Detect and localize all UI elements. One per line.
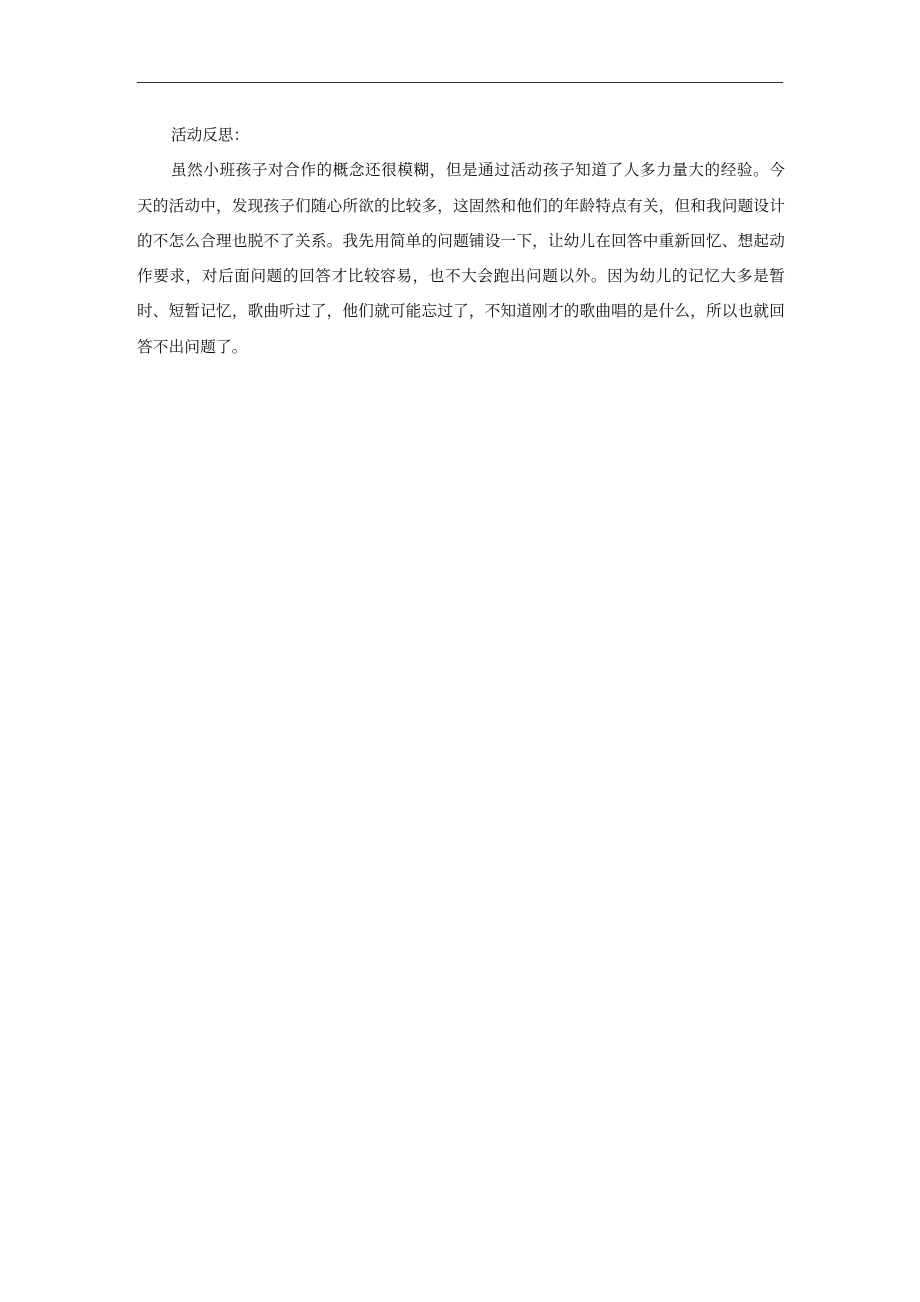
section-heading: 活动反思： (171, 126, 249, 144)
header-rule (137, 82, 783, 83)
document-body (137, 118, 785, 365)
body-paragraph: 虽然小班孩子对合作的概念还很模糊，但是通过活动孩子知道了人多力量大的经验。今天的活动中，发现孩子们随心所欲的比较多，这固然和他们的年龄特点有关，但和我问题设计的不怎么合理也脱不了关系。我先用简单的问题铺设一下，让幼儿在回答中重新回忆、想起动作要求，对后面问题的回答才比较容易，也不大会跑出问题以外。因为幼儿的记忆大多是暂时、短暂记忆，歌曲听过了，他们就可能忘过了，不知道刚才的歌曲唱的是什么，所以也就回答不出问题了。 (137, 161, 785, 356)
